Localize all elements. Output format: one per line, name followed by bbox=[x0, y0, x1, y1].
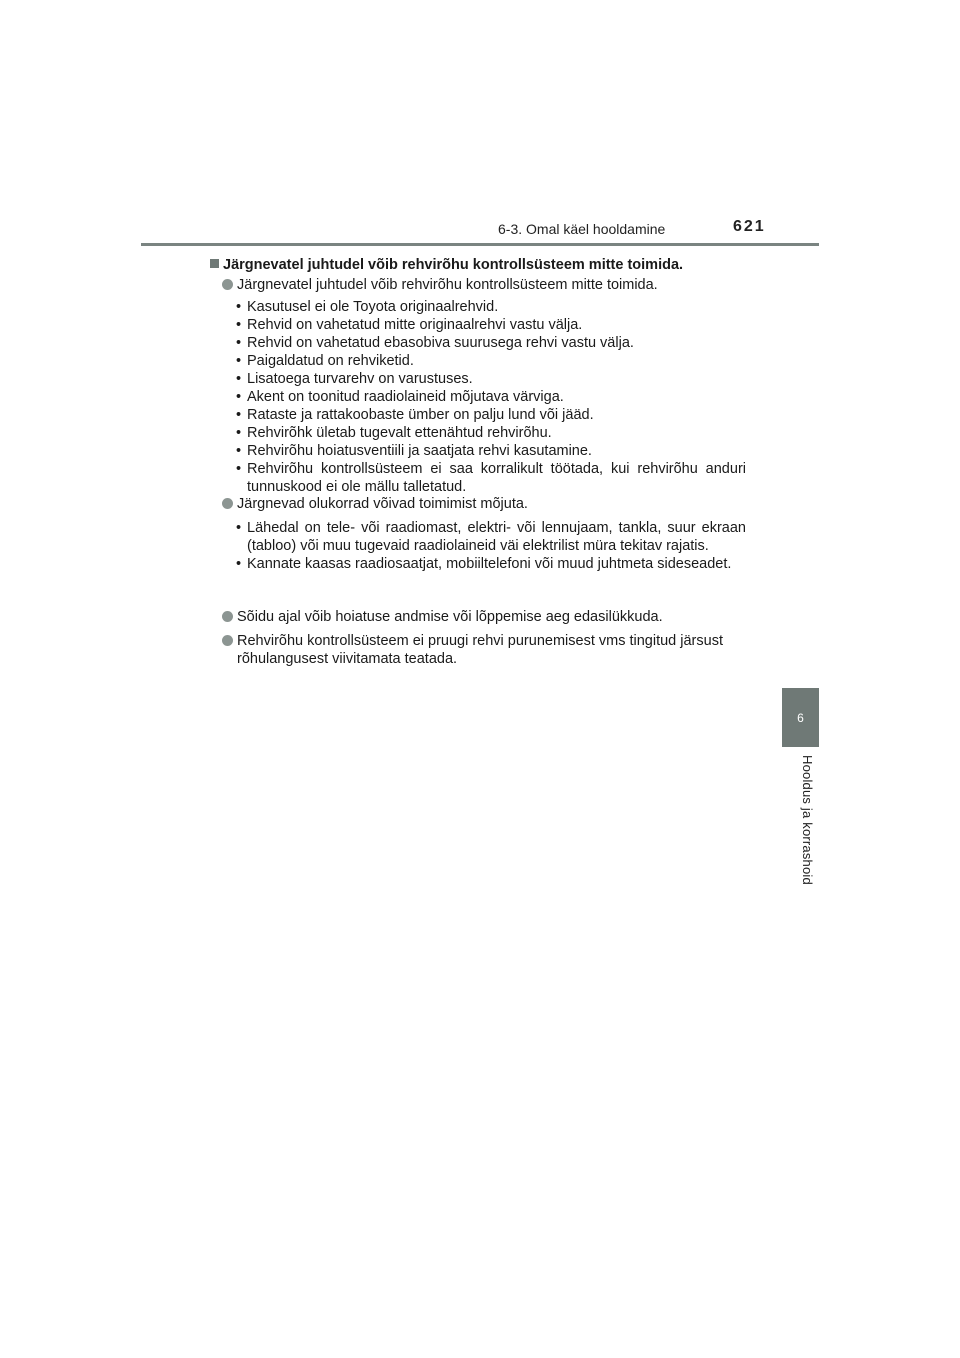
list-item: • Rehvirõhu kontrollsüsteem ei saa korralikult töötada, kui rehvirõhu anduri tunnuskood ei ole mällu talletatud. bbox=[236, 461, 746, 495]
bullet-item bbox=[222, 632, 748, 668]
sub-list bbox=[236, 298, 746, 496]
square-bullet-icon bbox=[210, 259, 219, 268]
section-heading bbox=[210, 256, 683, 274]
round-bullet-icon bbox=[222, 611, 233, 622]
bullet-text: Rehvirõhu kontrollsüsteem ei pruugi rehvi purunemisest vms tingitud järsust rõhulangusest viivitamata teatada. bbox=[237, 633, 723, 667]
bullet-item bbox=[222, 276, 748, 294]
list-item: • Kannate kaasas raadiosaatjat, mobiiltelefoni või muud juhtmeta sideseadet. bbox=[236, 556, 732, 572]
section-title: 6-3. Omal käel hooldamine bbox=[498, 221, 666, 237]
bullet-text: Järgnevatel juhtudel võib rehvirõhu kontrollsüsteem mitte toimida. bbox=[237, 277, 658, 293]
chapter-tab bbox=[782, 688, 819, 747]
chapter-number: 6 bbox=[797, 710, 804, 725]
list-item: • Akent on toonitud raadiolaineid mõjutava värviga. bbox=[236, 389, 564, 405]
bullet-text: Järgnevad olukorrad võivad toimimist mõjuta. bbox=[237, 496, 528, 512]
list-item: • Rataste ja rattakoobaste ümber on palju lund või jääd. bbox=[236, 407, 594, 423]
list-item: • Rehvid on vahetatud mitte originaalrehvi vastu välja. bbox=[236, 317, 583, 333]
header-divider bbox=[141, 243, 819, 246]
list-item: • Rehvirõhu hoiatusventiili ja saatjata rehvi kasutamine. bbox=[236, 443, 592, 459]
sub-list bbox=[236, 519, 746, 573]
round-bullet-icon bbox=[222, 635, 233, 646]
list-item: • Lähedal on tele- või raadiomast, elektri- või lennujaam, tankla, suur ekraan (tabloo) või muu tugevaid raadiolaineid väi elektrilist müra tekitav rajatis. bbox=[236, 520, 746, 554]
bullet-item bbox=[222, 495, 748, 513]
round-bullet-icon bbox=[222, 498, 233, 509]
heading-text: Järgnevatel juhtudel võib rehvirõhu kontrollsüsteem mitte toimida. bbox=[223, 257, 684, 273]
round-bullet-icon bbox=[222, 279, 233, 290]
chapter-label: Hooldus ja korrashoid bbox=[800, 755, 815, 885]
bullet-text: Sõidu ajal võib hoiatuse andmise või lõppemise aeg edasilükkuda. bbox=[237, 609, 663, 625]
page-number: 621 bbox=[733, 218, 766, 235]
list-item: • Lisatoega turvarehv on varustuses. bbox=[236, 371, 473, 387]
list-item: • Rehvid on vahetatud ebasobiva suurusega rehvi vastu välja. bbox=[236, 335, 634, 351]
bullet-item bbox=[222, 608, 748, 626]
list-item: • Kasutusel ei ole Toyota originaalrehvid. bbox=[236, 299, 499, 315]
list-item: • Rehvirõhk ületab tugevalt ettenähtud rehvirõhu. bbox=[236, 425, 552, 441]
list-item: • Paigaldatud on rehviketid. bbox=[236, 353, 414, 369]
